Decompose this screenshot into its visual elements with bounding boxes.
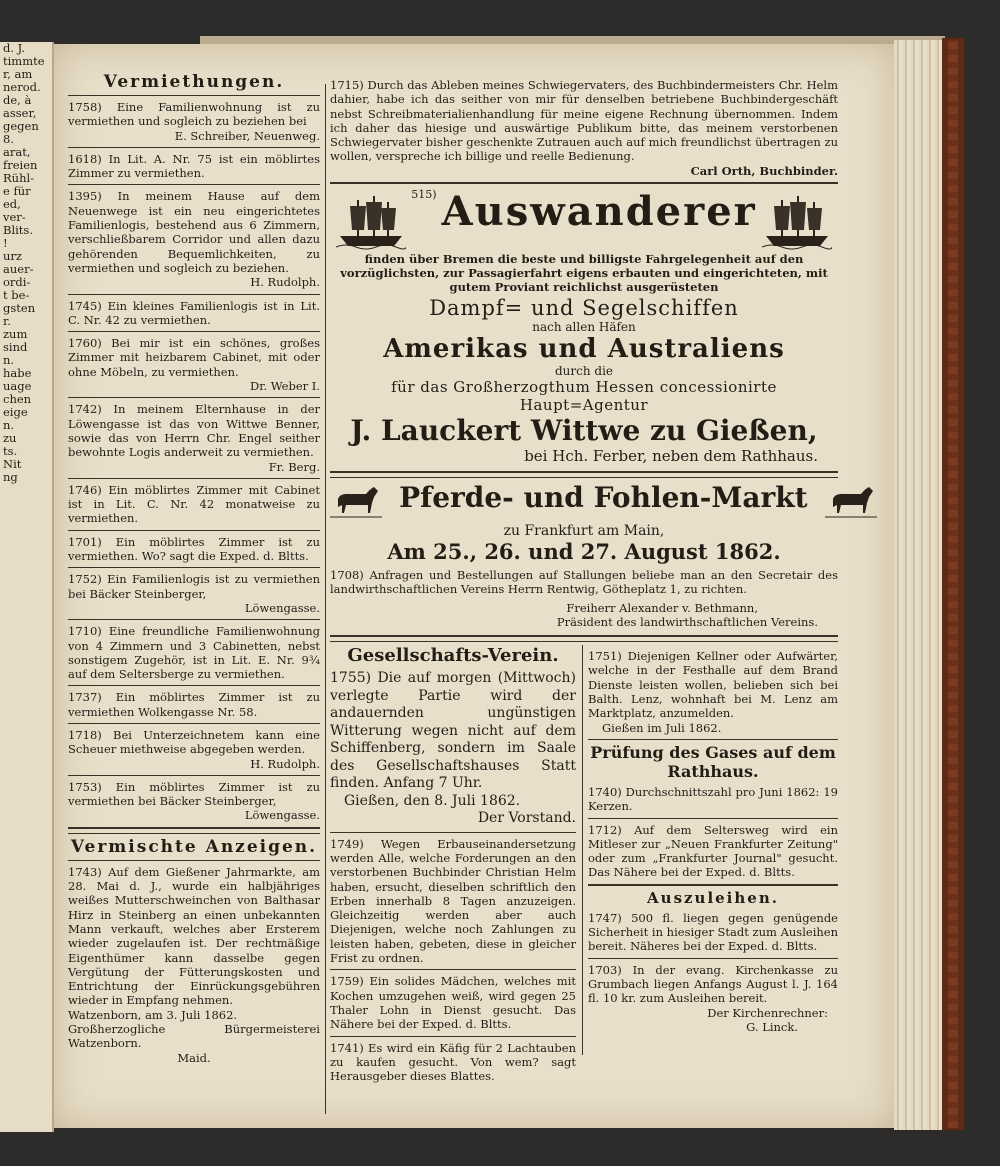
misc-ad: 1741) Es wird ein Käfig für 2 Lachtauben zu kaufen gesucht. Von wem? sagt Herausgeber dieses Blattes. xyxy=(330,1040,576,1084)
emigrant-line6: für das Großherzogthum Hessen concessionirte Haupt=Agentur xyxy=(391,378,777,415)
ad-text: 1743) Auf dem Gießener Jahrmarkte, am 28. Mai d. J., wurde ein halbjähriges weißes Mutterschweinchen von Balthasar Hirz in Steinberg an einen unbekannten Mann verkauft, welches aber Ersterem wieder zugelaufen ist. Der rechtmäßige Eigenthümer kann dasselbe gegen Vergütung der Fütterungskosten und Entrichtung der Einrückungsgebühren wieder in Empfang nehmen. xyxy=(68,864,320,1008)
column-divider xyxy=(325,84,326,1114)
horse-dates: Am 25., 26. und 27. August 1862. xyxy=(387,538,781,564)
left-page-fragment: r, am xyxy=(3,67,33,81)
book-cover-pattern xyxy=(948,40,958,1128)
horse-market-ad xyxy=(330,481,838,629)
left-page-fragment: timmte xyxy=(3,54,45,68)
left-page-fragment: ed, xyxy=(3,197,21,211)
ad-text: 1753) Ein möblirtes Zimmer ist zu vermiethen bei Bäcker Steinberger, xyxy=(68,779,320,809)
left-column xyxy=(68,72,320,1069)
rule xyxy=(330,969,576,970)
rule xyxy=(68,723,320,724)
ad-authority: Großherzogliche Bürgermeisterei Watzenborn. xyxy=(68,1022,320,1051)
ad-text: 1745) Ein kleines Familienlogis ist in Lit. C. Nr. 42 zu vermiethen. xyxy=(68,298,320,327)
rule xyxy=(330,832,576,833)
ad-text: 1752) Ein Familienlogis ist zu vermiethen bei Bäcker Steinberger, xyxy=(68,572,320,601)
ad-1747: 1747) 500 fl. liegen gegen genügende Sicherheit in hiesiger Stadt zum Ausleihen bereit. Näheres bei der Exped. d. Bltts. xyxy=(588,910,838,954)
left-page-fragment: nerod. xyxy=(3,80,41,94)
emigrant-line8: bei Hch. Ferber, neben dem Rathhaus. xyxy=(524,447,818,466)
left-page-fragment: d. J. xyxy=(3,42,26,55)
left-page-fragment: asser, xyxy=(3,106,37,120)
rule xyxy=(330,471,838,478)
rental-ad xyxy=(68,535,320,564)
rule xyxy=(68,147,320,148)
misc-ads xyxy=(330,837,576,1084)
ad-text: 1395) In meinem Hause auf dem Neuenwege ist ein neu eingerichtetes Familienlogis, bestehend aus 6 Zimmern, verschließbarem Corridor und allen dazu gehörenden Bequemlichkeiten, zu vermiethen und sogleich zu beziehen. xyxy=(68,189,320,275)
right-column xyxy=(330,74,838,1084)
ad-text: 1701) Ein möblirtes Zimmer ist zu vermiethen. Wo? sagt die Exped. d. Bltts. xyxy=(68,534,320,564)
rule xyxy=(68,567,320,568)
emigrant-line1: finden über Bremen die beste und billigste Fahrgelegenheit auf den vorzüglichsten, zur Passagierfahrt eigens erbauten und eingerichteten, mit gutem Proviant reichlichst ausgerüsteten xyxy=(340,251,828,295)
emigrant-number: 515) xyxy=(411,188,437,202)
ad-text: 1742) In meinem Elternhause in der Löwengasse ist das von Wittwe Benner, sowie das von Herrn Chr. Engel seither bewohnte Logis anderweit zu vermiethen. xyxy=(68,402,320,460)
ad-1740: 1740) Durchschnittszahl pro Juni 1862: 19 Kerzen. xyxy=(588,784,838,814)
ad-signature: Löwengasse. xyxy=(244,808,320,823)
heading-vermischte: Vermischte Anzeigen. xyxy=(70,836,318,857)
misc-ad: 1759) Ein solides Mädchen, welches mit Kochen umzugehen weiß, wird gegen 25 Thaler Lohn in Dienst gesucht. Das Nähere bei der Exped. d. Bltts. xyxy=(330,974,576,1032)
left-page-fragment: auer- xyxy=(3,262,34,276)
ad-name: Maid. xyxy=(177,1050,211,1065)
left-page-fragment: freien xyxy=(3,158,38,172)
rule xyxy=(588,884,838,886)
rental-ad xyxy=(68,624,320,681)
emigrant-title: Auswanderer xyxy=(441,188,757,236)
left-page-fragment: gsten xyxy=(3,301,36,315)
ad-text: 1710) Eine freundliche Familienwohnung von 4 Zimmern und 3 Cabinetten, nebst sonstigem Zugehör, ist in Lit. E. Nr. 9¾ auf dem Seltersberge zu vermiethen. xyxy=(68,624,320,682)
rental-ad xyxy=(68,483,320,526)
left-page-fragment: e für xyxy=(3,184,31,198)
ad-signature: H. Rudolph. xyxy=(250,756,320,771)
left-page-fragment: t be- xyxy=(3,288,30,302)
left-page-fragment: Nit xyxy=(3,457,22,471)
rental-ad xyxy=(68,728,320,771)
rule xyxy=(330,182,838,184)
ad-signature: Carl Orth, Buchbinder. xyxy=(690,163,838,178)
left-page-fragment: ordi- xyxy=(3,275,31,289)
horse-title: Pferde- und Fohlen-Markt xyxy=(399,481,808,515)
rule xyxy=(330,1036,576,1037)
ad-signature: Fr. Berg. xyxy=(268,459,320,474)
rental-ad xyxy=(68,336,320,393)
left-page-fragment: arat, xyxy=(3,145,31,159)
ad-1743 xyxy=(68,865,320,1065)
ad-1703 xyxy=(588,963,838,1034)
ship-icon xyxy=(762,192,832,250)
rental-ad xyxy=(68,572,320,615)
left-page-fragment: zu xyxy=(3,431,17,445)
left-page-fragment: Rühl- xyxy=(3,171,35,185)
rule xyxy=(68,860,320,861)
rule xyxy=(68,775,320,776)
rental-ad xyxy=(68,189,320,289)
horse-header xyxy=(330,481,838,523)
left-page-fragment: ! xyxy=(3,236,8,250)
horse-sig2: Präsident des landwirthschaftlichen Vereins. xyxy=(556,614,818,629)
left-page-fragment: ng xyxy=(3,470,18,484)
ad-1755 xyxy=(330,670,576,828)
ad-signature: H. Rudolph. xyxy=(250,275,320,290)
left-page-fragment: uage xyxy=(3,379,32,393)
rule xyxy=(68,619,320,620)
ad-text: 1737) Ein möblirtes Zimmer ist zu vermiethen Wolkengasse Nr. 58. xyxy=(68,690,320,719)
horse-text: 1708) Anfragen und Bestellungen auf Stallungen beliebe man an den Secretair des landwirthschaftlichen Vereins Herrn Rentwig, Götheplatz 1, zu richten. xyxy=(330,567,838,597)
horse-icon xyxy=(330,483,382,523)
left-page-fragment: chen xyxy=(3,392,32,406)
left-page-fragment: r. xyxy=(3,314,11,328)
ad-signature: E. Schreiber, Neuenweg. xyxy=(174,128,320,143)
emigrant-header xyxy=(330,188,838,250)
ad-signature: Der Vorstand. xyxy=(477,810,576,827)
left-page-fragment: Blits. xyxy=(3,223,33,237)
rental-ad xyxy=(68,100,320,143)
emigrant-ad xyxy=(330,188,838,465)
left-page-fragment: urz xyxy=(3,249,22,263)
emigrant-line7: J. Lauckert Wittwe zu Gießen, xyxy=(350,414,818,448)
bottom-section xyxy=(330,645,838,1084)
heading-gesellschaft: Gesellschafts-Verein. xyxy=(347,645,559,667)
rule xyxy=(68,530,320,531)
rule xyxy=(588,739,838,740)
rental-ad xyxy=(68,299,320,328)
page-edges xyxy=(894,40,942,1130)
ad-place: Watzenborn, am 3. Juli 1862. xyxy=(68,1007,238,1022)
ship-icon xyxy=(336,192,406,250)
left-page-fragment: ts. xyxy=(3,444,18,458)
left-page-fragment: habe xyxy=(3,366,32,380)
left-page-fragment: ver- xyxy=(3,210,26,224)
heading-vermiethungen: Vermiethungen. xyxy=(103,72,285,92)
left-page-fragment: n. xyxy=(3,418,15,432)
ad-text: 1715) Durch das Ableben meines Schwiegervaters, des Buchbindermeisters Chr. Helm dahier, habe ich das seither von mir für denselben betriebene Buchbindergeschäft nebst Schreibmaterialienhandlung für meine eigene Rechnung übernommen. Indem ich daher das hiesige und auswärtige Publikum bitte, das meinem verstorbenen Schwiegervater bisher geschenkte Zutrauen auch auf mich freundlichst übertragen zu wollen, verspreche ich billige und reelle Bedienung. xyxy=(330,78,838,164)
rule xyxy=(68,478,320,479)
ad-1751 xyxy=(588,649,838,735)
left-page-fragment: zum xyxy=(3,327,28,341)
rule xyxy=(330,635,838,642)
horse-icon xyxy=(825,483,877,523)
ad-signature: Dr. Weber I. xyxy=(250,379,320,394)
emigrant-line2: Dampf= und Segelschiffen xyxy=(429,296,739,321)
ad-text: 1718) Bei Unterzeichnetem kann eine Scheuer miethweise abgegeben werden. xyxy=(68,727,320,757)
rule xyxy=(68,685,320,686)
rental-ad xyxy=(68,152,320,181)
left-page-fragment: 8. xyxy=(3,132,14,146)
ad-signature: G. Linck. xyxy=(746,1019,798,1034)
ad-text: 1755) Die auf morgen (Mittwoch) verlegte Partie wird der andauernden ungünstigen Witterung wegen nicht auf dem Schiffenberg, sondern im Saale des Gesellschaftshauses Statt finden. Anfang 7 Uhr. xyxy=(330,670,576,792)
rule xyxy=(588,958,838,959)
rental-ad xyxy=(68,690,320,719)
emigrant-line3: nach allen Häfen xyxy=(532,320,636,335)
rule xyxy=(68,397,320,398)
ad-signature: Löwengasse. xyxy=(244,600,320,615)
misc-ad: 1749) Wegen Erbauseinandersetzung werden Alle, welche Forderungen an den verstorbenen Buchbinder Christian Helm haben, ersucht, dieselben schriftlich den Erben innerhalb 8 Tagen anzuzeigen. Gleichzeitig werden aber auch Diejenigen, welche noch Zahlungen zu leisten haben, gebeten, diese in gleicher Frist zu ordnen. xyxy=(330,836,576,966)
rental-ads xyxy=(68,100,320,823)
rental-ad xyxy=(68,780,320,823)
left-page-edge xyxy=(0,42,54,1132)
horse-sub: zu Frankfurt am Main, xyxy=(503,522,665,539)
ad-date: Gießen, den 8. Juli 1862. xyxy=(344,792,521,809)
newspaper-page xyxy=(54,44,894,1128)
heading-gas: Prüfung des Gases auf dem Rathhaus. xyxy=(590,742,836,781)
left-page-fragment: de, à xyxy=(3,93,32,107)
ad-text: 1758) Eine Familienwohnung ist zu vermiethen und sogleich zu beziehen bei xyxy=(68,100,320,129)
ad-text: 1746) Ein möblirtes Zimmer mit Cabinet ist in Lit. C. Nr. 42 monatweise zu vermiethen. xyxy=(68,482,320,526)
ad-1712: 1712) Auf dem Seltersweg wird ein Mitleser zur „Neuen Frankfurter Zeitung" oder zum „Frankfurter Journal" gesucht. Das Nähere bei der Exped. d. Bltts. xyxy=(588,822,838,880)
ad-text: 1760) Bei mir ist ein schönes, großes Zimmer mit heizbarem Cabinet, mit oder ohne Möbeln, zu vermiethen. xyxy=(68,336,320,379)
emigrant-line5: durch die xyxy=(554,364,614,379)
ad-signature: Der Kirchenrechner: xyxy=(707,1005,828,1020)
ad-text: 1618) In Lit. A. Nr. 75 ist ein möblirtes Zimmer zu vermiethen. xyxy=(68,151,320,181)
rule xyxy=(68,827,320,834)
rule xyxy=(68,331,320,332)
column-divider xyxy=(582,645,583,1055)
rule xyxy=(588,818,838,819)
left-page-fragment: sind xyxy=(3,340,28,354)
ad-1715 xyxy=(330,78,838,178)
emigrant-line4: Amerikas und Australiens xyxy=(383,334,785,365)
bottom-right xyxy=(588,645,838,1038)
ad-date: Gießen im Juli 1862. xyxy=(602,720,722,735)
left-page-fragment: gegen xyxy=(3,119,39,133)
ad-text: 1703) In der evang. Kirchenkasse zu Grumbach liegen Anfangs August l. J. 164 fl. 10 kr. zum Ausleihen bereit. xyxy=(588,962,838,1006)
book-top-edge xyxy=(200,36,945,44)
rule xyxy=(68,95,320,96)
heading-auszuleihen: Auszuleihen. xyxy=(647,888,779,907)
rental-ad xyxy=(68,402,320,473)
bottom-left xyxy=(330,645,576,1087)
rule xyxy=(68,294,320,295)
rule xyxy=(68,184,320,185)
left-page-fragment: eige xyxy=(3,405,28,419)
ad-text: 1751) Diejenigen Kellner oder Aufwärter, welche in der Festhalle auf dem Brand Dienste leisten wollen, belieben sich bei Balth. Lenz, wohnhaft bei M. Lenz am Marktplatz, anzumelden. xyxy=(588,649,838,721)
left-page-fragment: n. xyxy=(3,353,15,367)
horse-sig1: Freiherr Alexander v. Bethmann, xyxy=(566,600,758,615)
